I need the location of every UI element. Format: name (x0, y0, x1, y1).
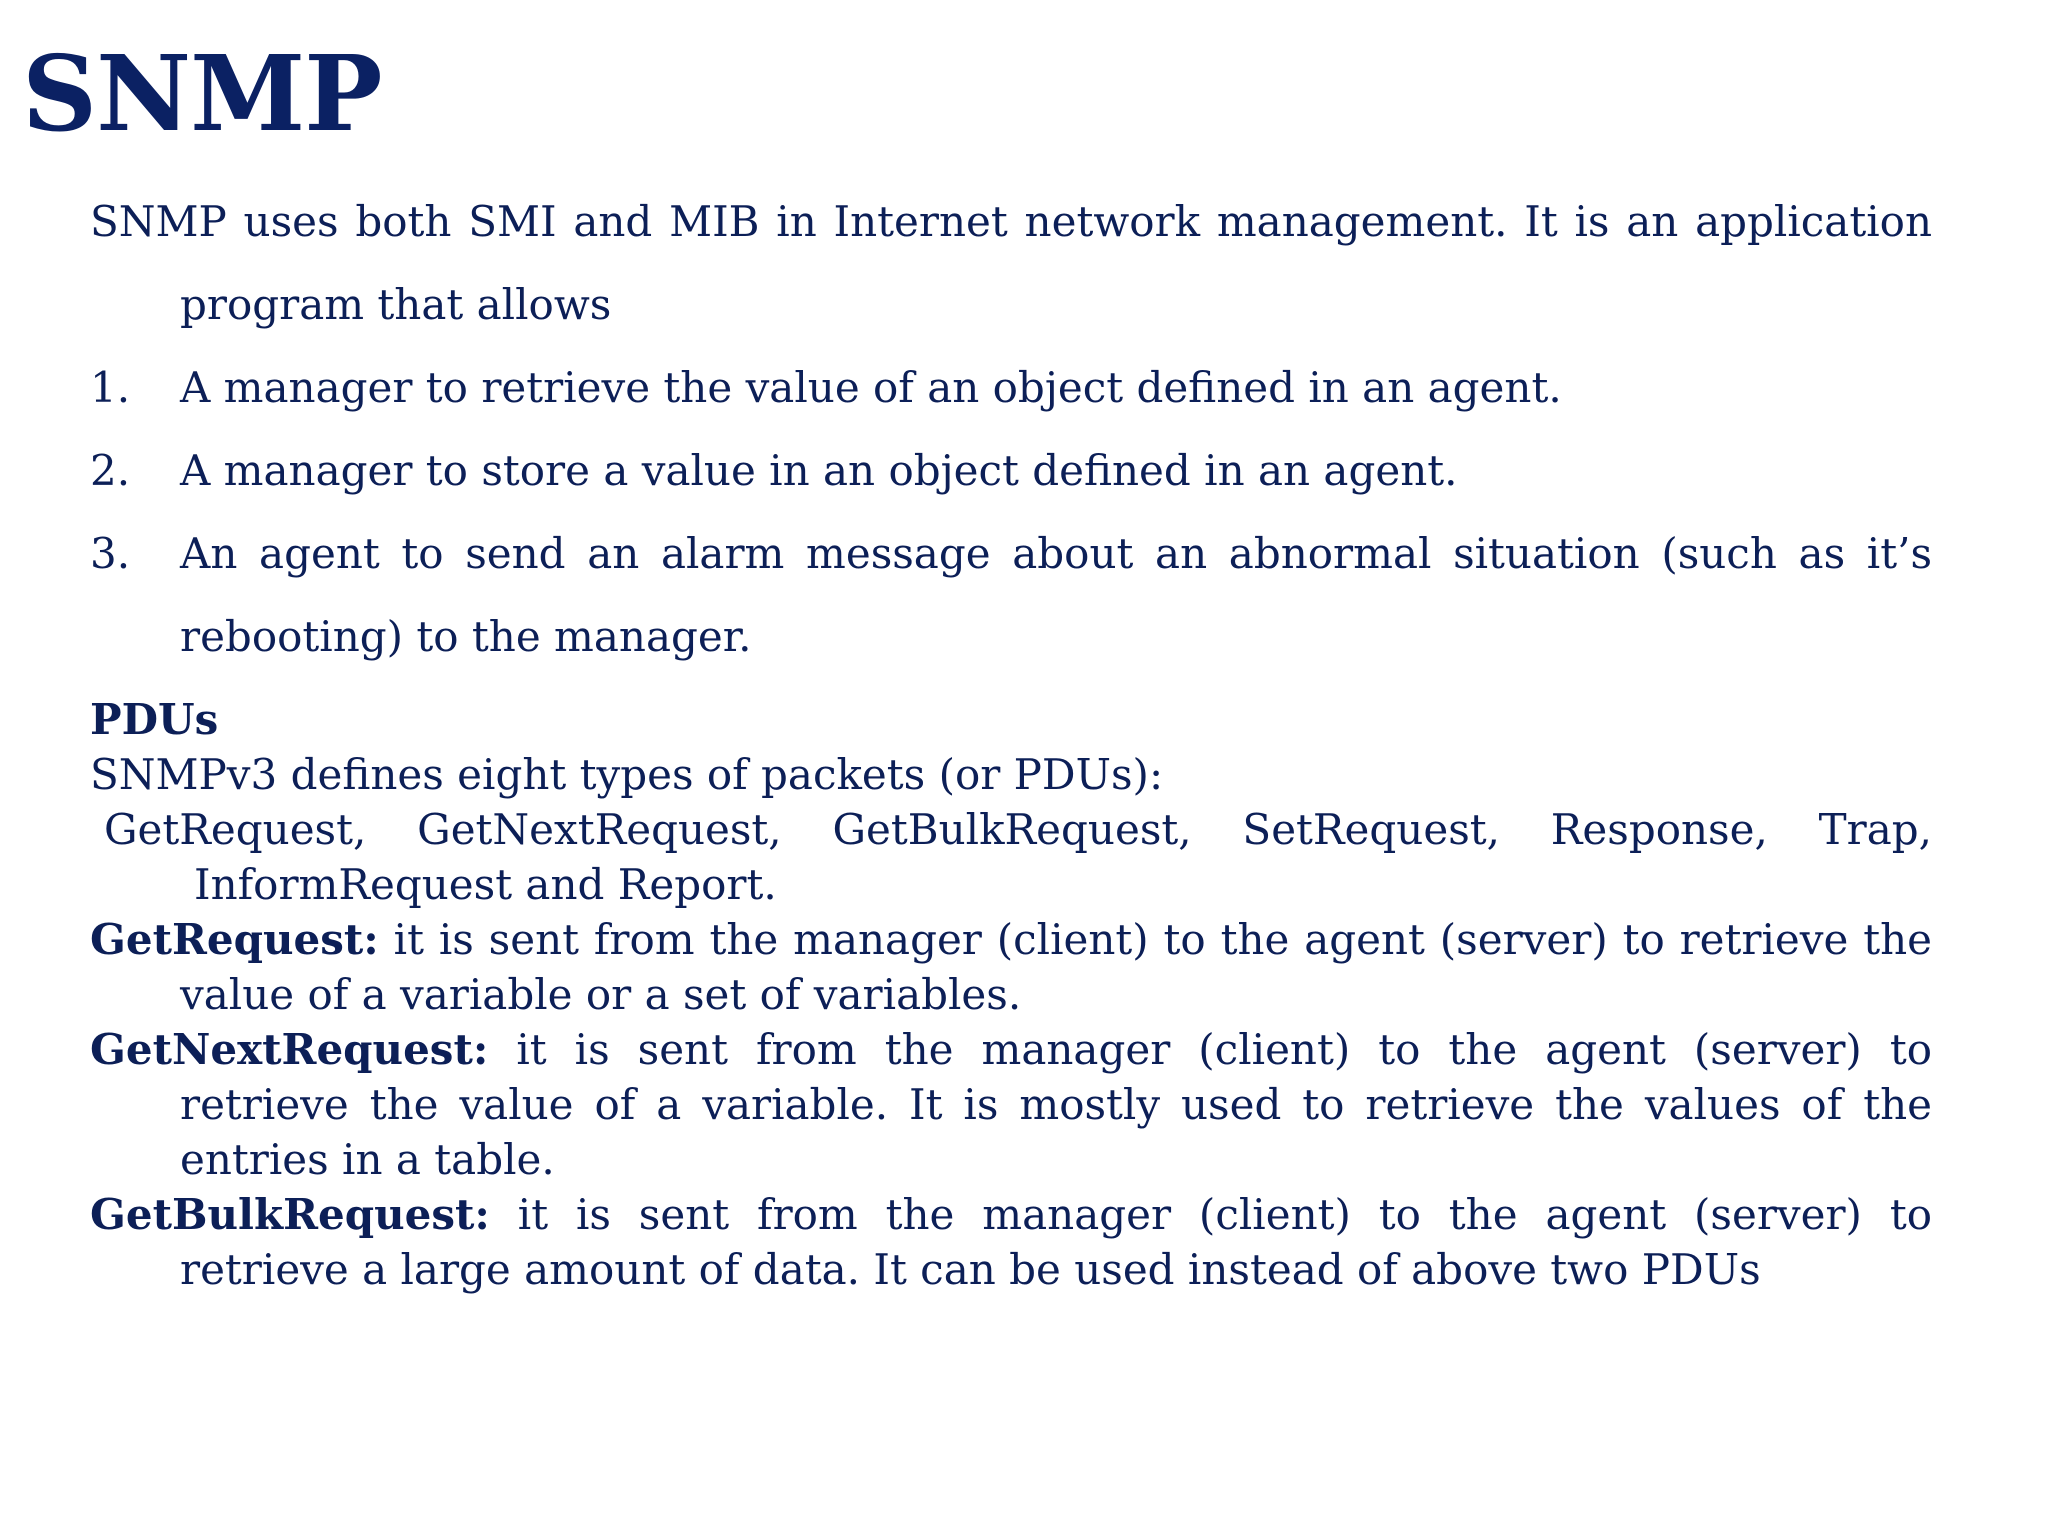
list-item-text: An agent to send an alarm message about an abnormal situation (such as it’s rebooting) to the manager. (180, 529, 1932, 661)
pdu-definition-getnextrequest (90, 1022, 1932, 1187)
list-item-text: A manager to store a value in an object defined in an agent. (180, 446, 1458, 495)
pdus-types: GetRequest, GetNextRequest, GetBulkRequest, SetRequest, Response, Trap, InformRequest and Report. (104, 805, 1932, 909)
list-number: 2. (90, 446, 131, 495)
list-item-text: A manager to retrieve the value of an object defined in an agent. (180, 363, 1562, 412)
list-item (90, 512, 1932, 678)
pdu-term: GetNextRequest: (90, 1025, 489, 1074)
list-number: 1. (90, 363, 131, 412)
pdus-heading: PDUs (90, 695, 219, 744)
slide-body (90, 180, 1932, 1297)
list-item (90, 429, 1932, 512)
pdu-term: GetRequest: (90, 915, 379, 964)
pdu-definition-getrequest (90, 912, 1932, 1022)
pdu-description: it is sent from the manager (client) to the agent (server) to retrieve a large amount of data. It can be used instead of above two PDUs (180, 1190, 1932, 1294)
list-number: 3. (90, 529, 131, 578)
pdus-intro: SNMPv3 defines eight types of packets (or PDUs): (90, 750, 1164, 799)
pdu-description: it is sent from the manager (client) to the agent (server) to retrieve the value of a variable or a set of variables. (180, 915, 1932, 1019)
slide-title: SNMP (22, 32, 382, 155)
pdu-description: it is sent from the manager (client) to the agent (server) to retrieve the value of a variable. It is mostly used to retrieve the values of the entries in a table. (180, 1025, 1932, 1184)
list-item (90, 346, 1932, 429)
pdu-term: GetBulkRequest: (90, 1190, 490, 1239)
intro-paragraph: SNMP uses both SMI and MIB in Internet network management. It is an application program that allows (90, 197, 1932, 329)
pdu-definition-getbulkrequest (90, 1187, 1932, 1297)
